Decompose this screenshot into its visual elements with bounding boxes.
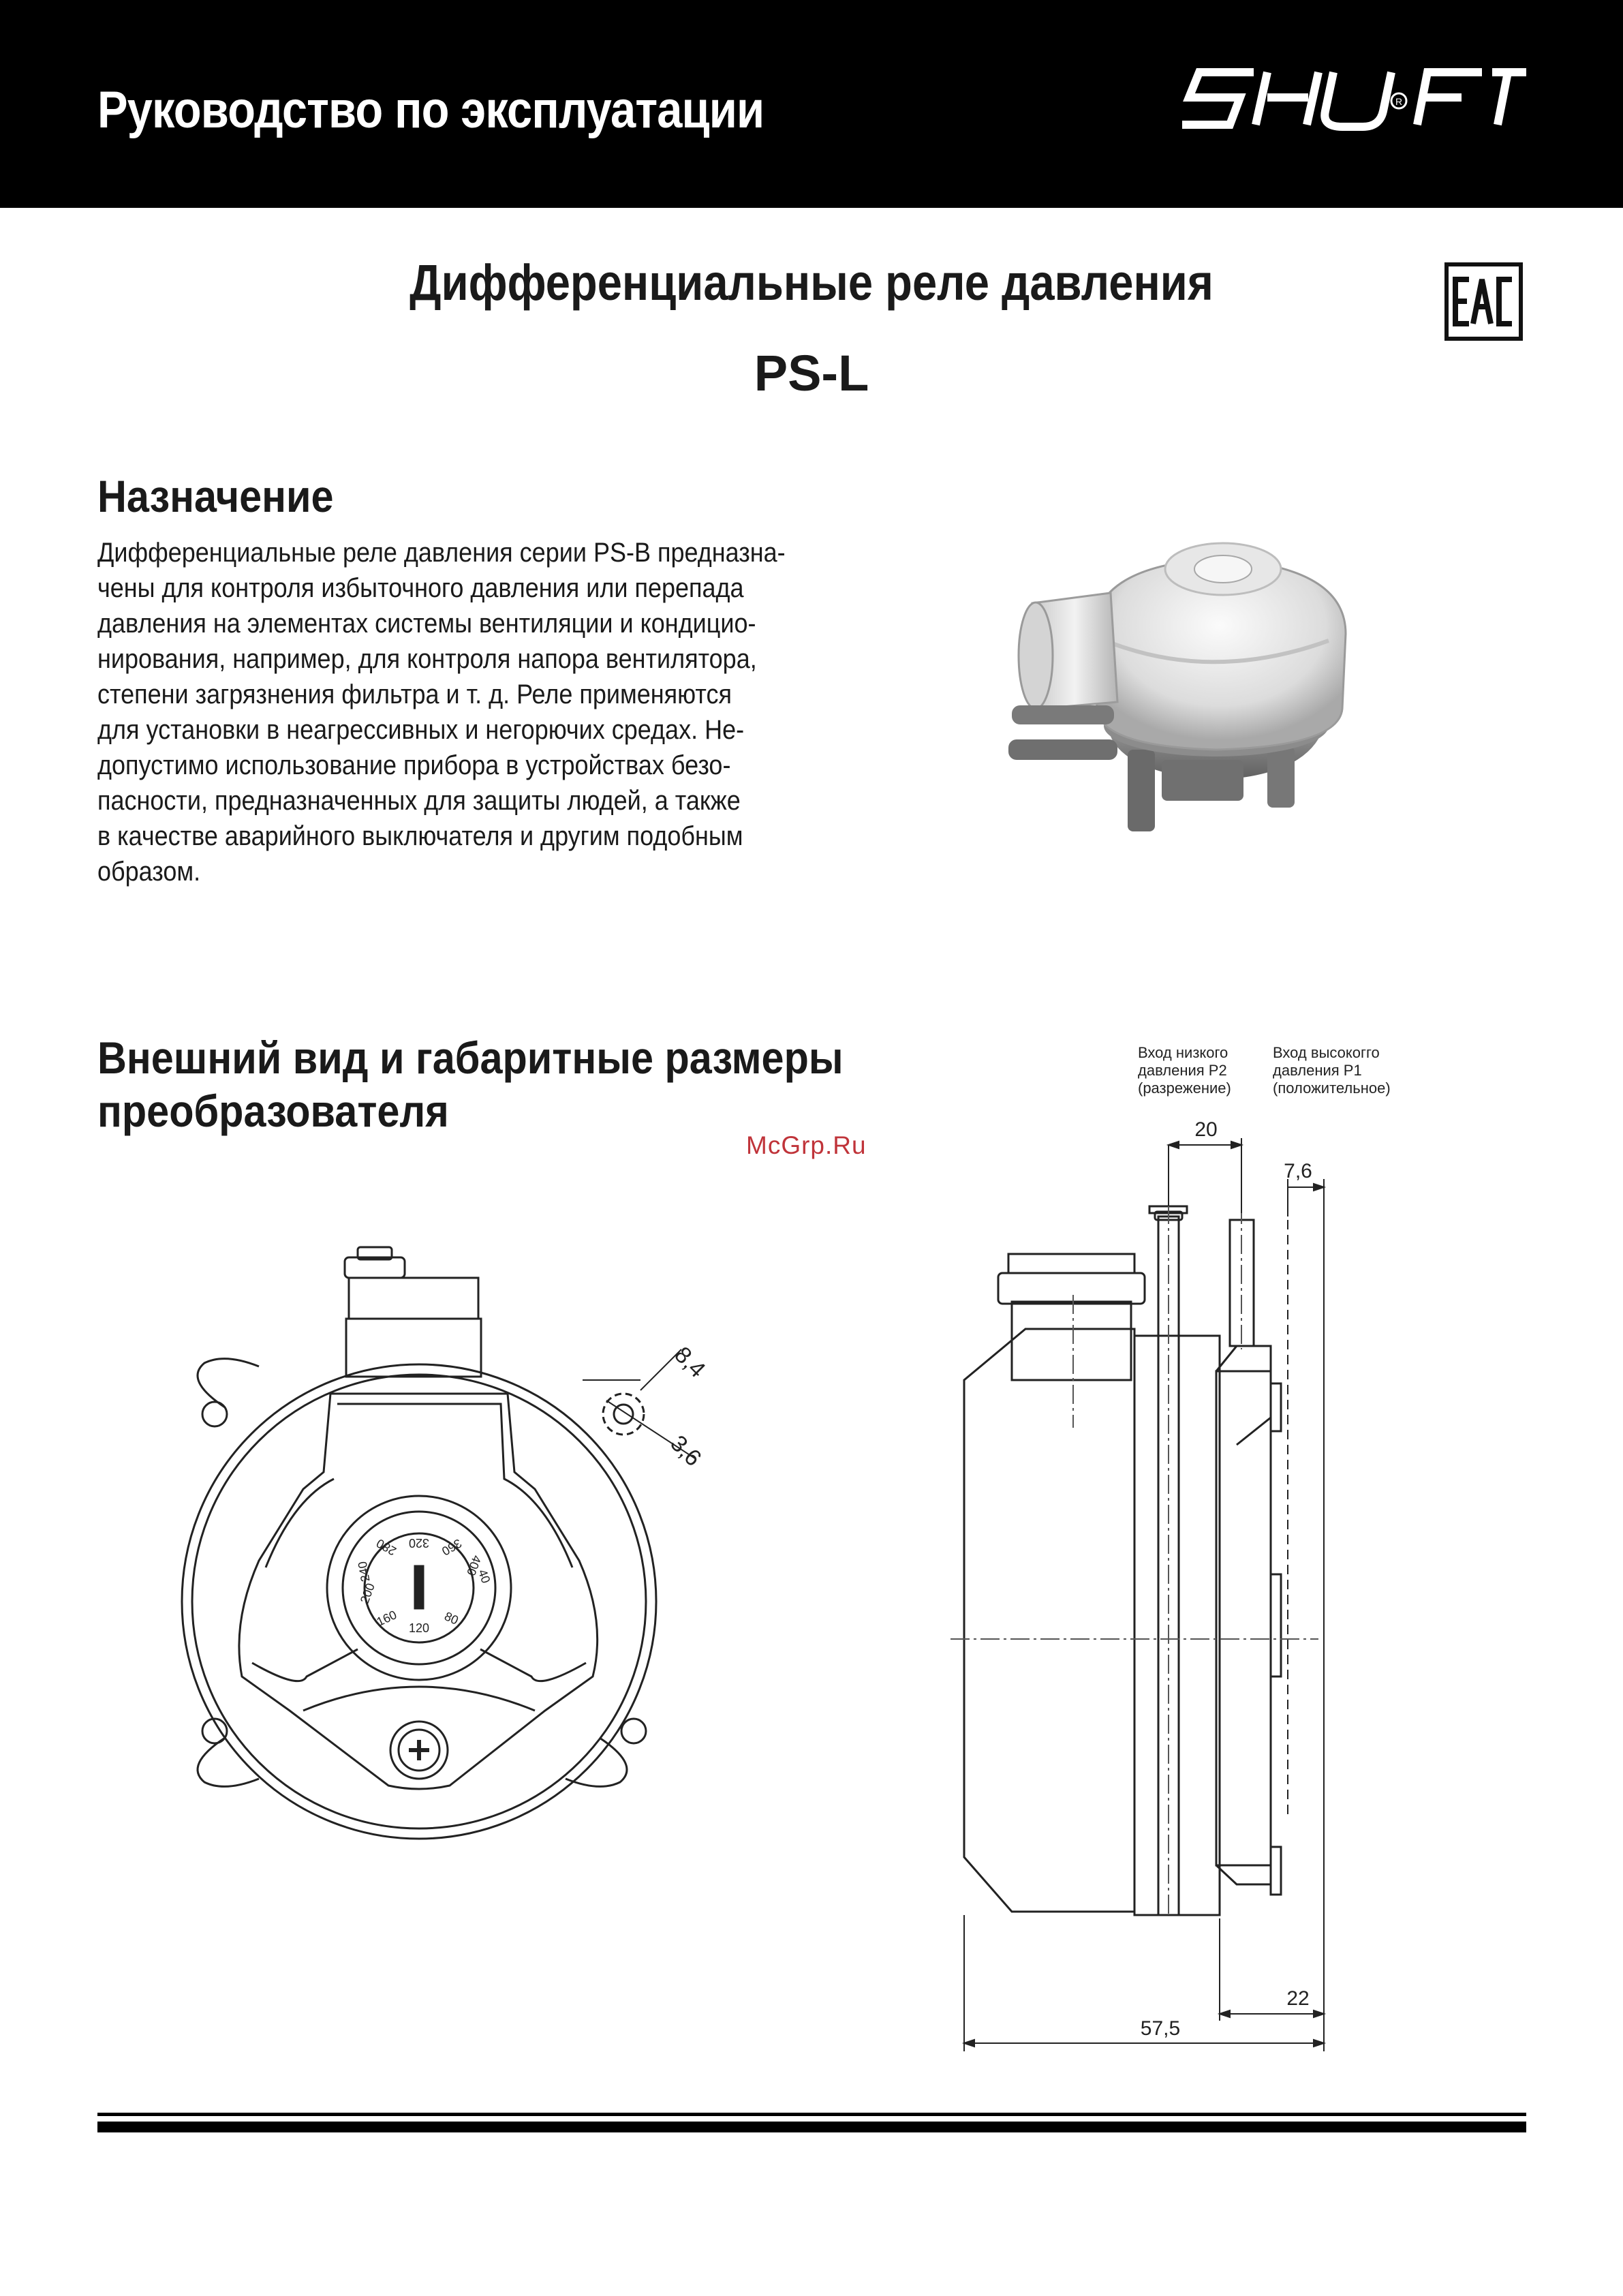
dial-label: 40 [475,1567,493,1585]
purpose-line: для установки в неагрессивных и негорючих средах. Не- [97,715,745,745]
eac-certification-mark [1444,262,1523,341]
dial-label: 200 [357,1581,377,1606]
dial-label: 400 [464,1553,484,1578]
dimension-7-6: 7,6 [1284,1160,1312,1182]
dial-label: 320 [408,1536,430,1550]
purpose-line: Дифференциальные реле давления серии PS-B предназна- [97,538,786,568]
header-title: Руководство по эксплуатации [97,81,764,139]
side-view-drawing [950,1036,1400,2072]
purpose-line: пасности, предназначенных для защиты людей, а также [97,786,741,816]
dimensions-heading-line2: преобразователя [97,1086,449,1136]
dial-label: 280 [373,1536,399,1559]
dimension-8-4: 8,4 [669,1341,711,1383]
dial-label: 80 [442,1609,461,1627]
purpose-line: нирования, например, для контроля напора вентилятора, [97,644,757,674]
note-line: Вход низкого [1138,1044,1228,1061]
note-line: давления P1 [1273,1062,1362,1079]
dimension-3-6: 3,6 [665,1430,707,1472]
purpose-heading: Назначение [97,471,334,521]
dial-label: 120 [408,1621,430,1635]
purpose-line: допустимо использование прибора в устройствах безо- [97,750,731,780]
svg-text:R: R [1395,96,1403,107]
purpose-line: давления на элементах системы вентиляции и кондицио- [97,609,756,639]
footer-rule-thick [97,2122,1526,2132]
dial-label: 240 [355,1560,373,1583]
product-photo [991,477,1427,879]
dimension-22: 22 [1286,1987,1310,2010]
footer-rule-thin [97,2113,1526,2116]
note-line: (положительное) [1273,1080,1391,1097]
shuft-logo [1182,60,1526,162]
watermark: McGrp.Ru [746,1131,867,1159]
purpose-text [97,535,809,889]
dial-label: 160 [374,1608,399,1629]
front-view-drawing [164,1240,722,1840]
note-line: давления P2 [1138,1062,1227,1079]
document-model: PS-L [754,345,869,401]
purpose-line: чены для контроля избыточного давления или перепада [97,573,744,603]
note-line: Вход высокогго [1273,1044,1380,1061]
dimension-20: 20 [1194,1118,1218,1141]
dial-label: 360 [439,1536,465,1559]
purpose-line: степени загрязнения фильтра и т. д. Реле применяются [97,679,732,709]
document-title: Дифференциальные реле давления [409,254,1214,311]
note-line: (разрежение) [1138,1080,1231,1097]
purpose-line: в качестве аварийного выключателя и другим подобным [97,821,743,851]
dimension-57-5: 57,5 [1140,2017,1181,2040]
purpose-line: образом. [97,857,201,887]
dimensions-heading-line1: Внешний вид и габаритные размеры [97,1032,844,1083]
